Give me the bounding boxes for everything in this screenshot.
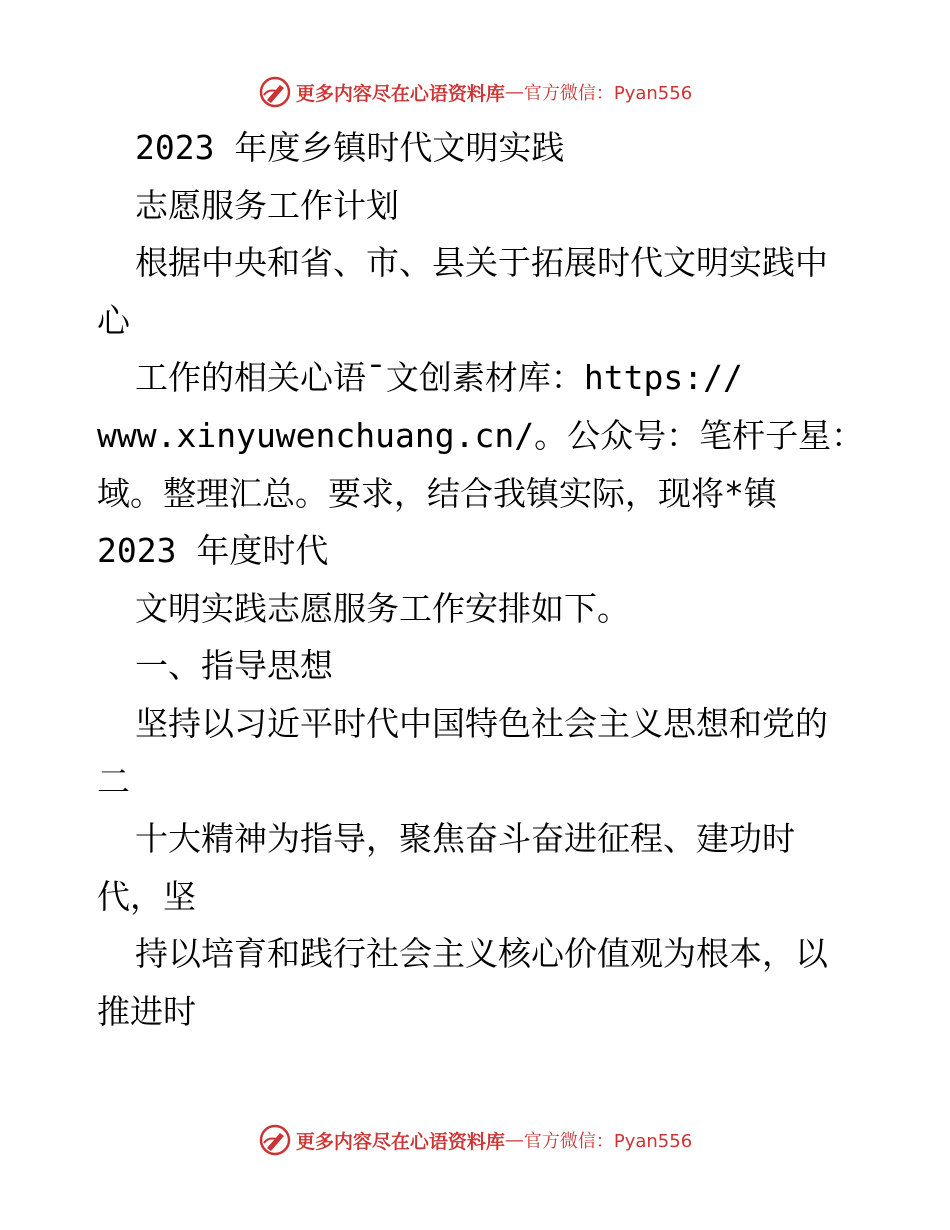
banner-wechat: 官方微信：Pyan556 [523,1131,693,1152]
paragraph-line: 坚持以习近平时代中国特色社会主义思想和党的 [135,703,828,743]
paragraph-line: 文明实践志愿服务工作安排如下。 [135,588,630,628]
banner-text: 更多内容尽在心语资料库 [295,82,505,105]
paragraph-line: www.xinyuwenchuang.cn/。公众号：笔杆子星： [97,415,865,455]
paragraph-line: 心 [97,300,130,340]
paragraph-line: 二 [97,761,130,801]
paragraph-line: 推进时 [97,991,196,1031]
banner-text: 更多内容尽在心语资料库 [295,1130,505,1153]
paragraph-line: 持以培育和践行社会主义核心价值观为根本，以 [135,934,828,974]
paragraph-line: 根据中央和省、市、县关于拓展时代文明实践中 [135,243,828,283]
paragraph-line: 2023 年度时代 [97,531,329,571]
document-body [97,119,865,1041]
footer-banner [0,1120,950,1160]
header-banner [0,72,950,112]
doc-title-line-1: 2023 年度乡镇时代文明实践 [135,128,565,167]
paragraph-line: 工作的相关心语¯文创素材库：https:// [135,358,743,398]
banner-separator: — [504,1129,524,1151]
paragraph-line: 十大精神为指导，聚焦奋斗奋进征程、建功时 [135,819,795,859]
pen-logo-icon [258,1123,292,1157]
section-heading: 一、指导思想 [135,646,333,686]
pen-logo-icon [258,75,292,109]
paragraph-line: 代，坚 [97,876,196,916]
banner-separator: — [504,81,524,103]
paragraph-line: 域。整理汇总。要求，结合我镇实际，现将*镇 [97,473,777,513]
doc-title-line-2: 志愿服务工作计划 [135,185,399,225]
banner-wechat: 官方微信：Pyan556 [523,83,693,104]
